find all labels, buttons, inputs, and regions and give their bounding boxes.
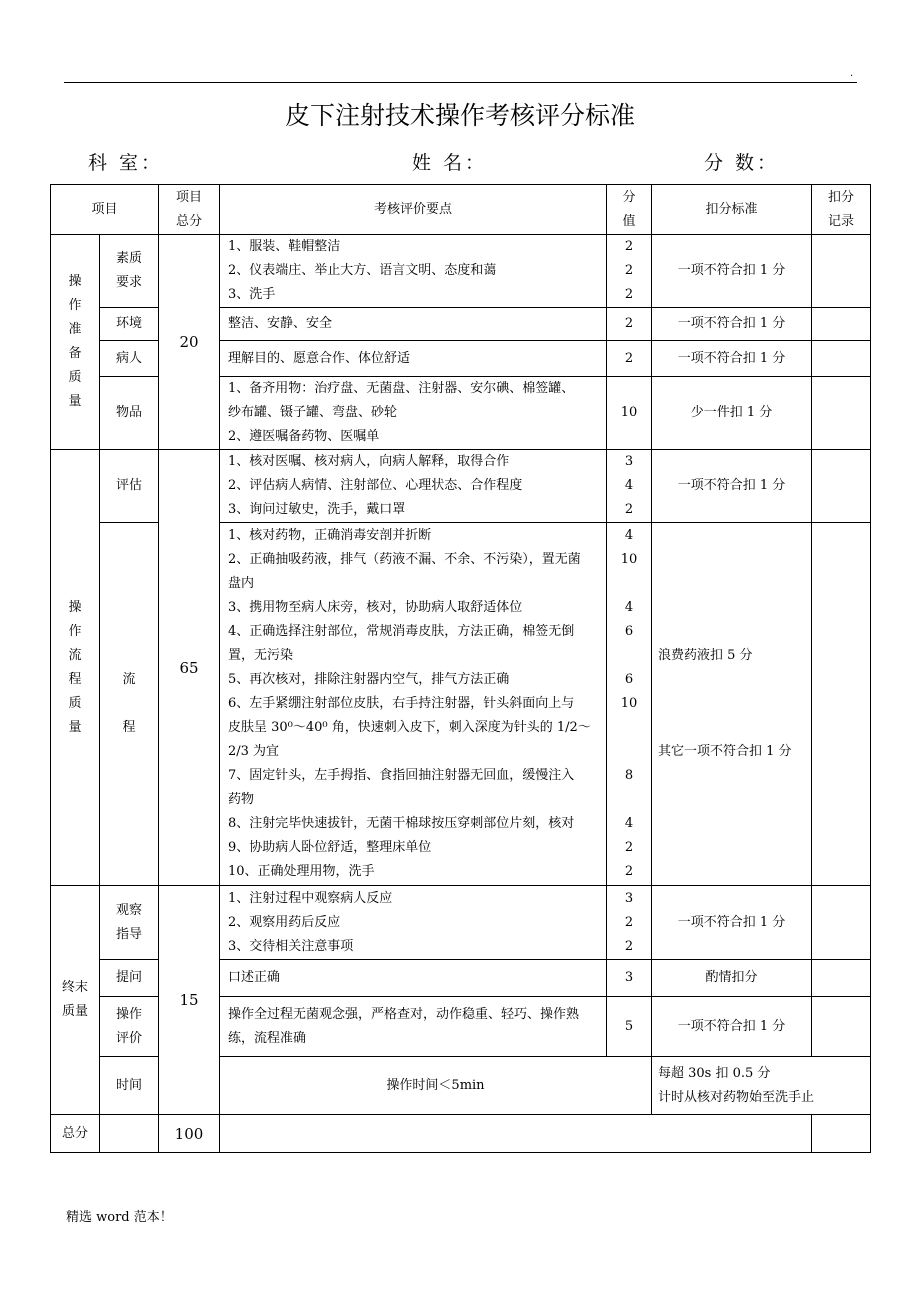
- value-procedure: 4 10 4 6 6 10 8 4 2 2: [607, 523, 652, 886]
- page-title: 皮下注射技术操作考核评分标准: [284, 101, 635, 130]
- header-deduct: 扣分标准: [652, 185, 812, 235]
- deduct-observation: 一项不符合扣 1 分: [652, 886, 812, 960]
- header-record: 扣分 记录: [812, 185, 871, 235]
- value-assessment: 3 4 2: [607, 450, 652, 523]
- points-time: 操作时间＜5min: [220, 1057, 652, 1115]
- points-supplies: 1、备齐用物：治疗盘、无菌盘、注射器、安尔碘、棉签罐、 纱布罐、镊子罐、弯盘、砂轮 2、遵医嘱备药物、医嘱单: [220, 377, 607, 450]
- section-final-quality: 终末 质量: [51, 886, 100, 1115]
- points-appearance: 1、服装、鞋帽整洁 2、仪表端庄、举止大方、语言文明、态度和蔼 3、洗手: [220, 235, 607, 308]
- sub-observation: 观察 指导: [100, 886, 159, 960]
- sub-assessment: 评估: [100, 450, 159, 523]
- deduct-patient: 一项不符合扣 1 分: [652, 341, 812, 377]
- section-prep-quality: 操 作 准 备 质 量: [51, 235, 100, 450]
- value-observation: 3 2 2: [607, 886, 652, 960]
- sub-supplies: 物品: [100, 377, 159, 450]
- record-cell[interactable]: [812, 1115, 871, 1153]
- record-cell[interactable]: [812, 341, 871, 377]
- corner-dot: .: [850, 68, 854, 79]
- department-label: 科 室：: [88, 152, 164, 174]
- value-question: 3: [607, 960, 652, 997]
- header-points: 考核评价要点: [220, 185, 607, 235]
- value-patient: 2: [607, 341, 652, 377]
- deduct-time: 每超 30s 扣 0.5 分 计时从核对药物始至洗手止: [652, 1057, 871, 1115]
- sub-patient: 病人: [100, 341, 159, 377]
- sub-environment: 环境: [100, 308, 159, 341]
- record-cell[interactable]: [812, 450, 871, 523]
- sub-time: 时间: [100, 1057, 159, 1115]
- points-observation: 1、注射过程中观察病人反应 2、观察用药后反应 3、交待相关注意事项: [220, 886, 607, 960]
- points-environment: 整洁、安静、安全: [220, 308, 607, 341]
- total-process: 65: [159, 450, 220, 886]
- value-appearance: 2 2 2: [607, 235, 652, 308]
- header-rule: [64, 82, 857, 83]
- record-cell[interactable]: [812, 997, 871, 1057]
- sub-evaluation: 操作 评价: [100, 997, 159, 1057]
- section-process-quality: 操 作 流 程 质 量: [51, 450, 100, 886]
- value-environment: 2: [607, 308, 652, 341]
- deduct-appearance: 一项不符合扣 1 分: [652, 235, 812, 308]
- points-assessment: 1、核对医嘱、核对病人，向病人解释，取得合作 2、评估病人病情、注射部位、心理状态、合作程度 3、询问过敏史，洗手，戴口罩: [220, 450, 607, 523]
- header-item: 项目: [51, 185, 159, 235]
- value-evaluation: 5: [607, 997, 652, 1057]
- header-value: 分 值: [607, 185, 652, 235]
- deduct-procedure: 浪费药液扣 5 分 其它一项不符合扣 1 分: [652, 523, 812, 886]
- total-label: 总分: [51, 1115, 100, 1153]
- record-cell[interactable]: [812, 308, 871, 341]
- record-cell[interactable]: [812, 523, 871, 886]
- total-final: 15: [159, 886, 220, 1115]
- header-item-total: 项目 总分: [159, 185, 220, 235]
- total-prep: 20: [159, 235, 220, 450]
- deduct-environment: 一项不符合扣 1 分: [652, 308, 812, 341]
- deduct-evaluation: 一项不符合扣 1 分: [652, 997, 812, 1057]
- deduct-supplies: 少一件扣 1 分: [652, 377, 812, 450]
- sub-procedure: 流 程: [100, 523, 159, 886]
- record-cell[interactable]: [812, 377, 871, 450]
- total-blank: [100, 1115, 159, 1153]
- sub-question: 提问: [100, 960, 159, 997]
- name-label: 姓 名：: [412, 152, 488, 174]
- points-patient: 理解目的、愿意合作、体位舒适: [220, 341, 607, 377]
- sub-appearance: 素质 要求: [100, 235, 159, 308]
- deduct-assessment: 一项不符合扣 1 分: [652, 450, 812, 523]
- record-cell[interactable]: [812, 960, 871, 997]
- total-value: 100: [159, 1115, 220, 1153]
- deduct-question: 酌情扣分: [652, 960, 812, 997]
- record-cell[interactable]: [812, 886, 871, 960]
- scoring-table: [50, 184, 871, 1153]
- points-evaluation: 操作全过程无菌观念强，严格查对，动作稳重、轻巧、操作熟 练，流程准确: [220, 997, 607, 1057]
- total-remarks: [220, 1115, 812, 1153]
- value-supplies: 10: [607, 377, 652, 450]
- footer-note: 精选 word 范本！: [66, 1210, 173, 1225]
- record-cell[interactable]: [812, 235, 871, 308]
- score-label: 分 数：: [704, 152, 780, 174]
- points-procedure: 1、核对药物，正确消毒安剖并折断 2、正确抽吸药液，排气（药液不漏、不余、不污染），置无菌 盘内 3、携用物至病人床旁，核对，协助病人取舒适体位 4、正确选择注射部位，常规消毒皮肤，方法正确，棉签无倒 置，无污染 5、再次核对，排除注射器内空气，排气方法正确 6、左手紧绷注射部位皮肤，右手持注射器，针头斜面向上与 皮肤呈 30⁰～40⁰ 角，快速刺入皮下，刺入深度为针头的 1/2～ 2/3 为宜 7、固定针头，左手拇指、食指回抽注射器无回血，缓慢注入 药物 8、注射完毕快速拔针，无菌干棉球按压穿刺部位片刻，核对 9、协助病人卧位舒适，整理床单位 10、正确处理用物，洗手: [220, 523, 607, 886]
- points-question: 口述正确: [220, 960, 607, 997]
